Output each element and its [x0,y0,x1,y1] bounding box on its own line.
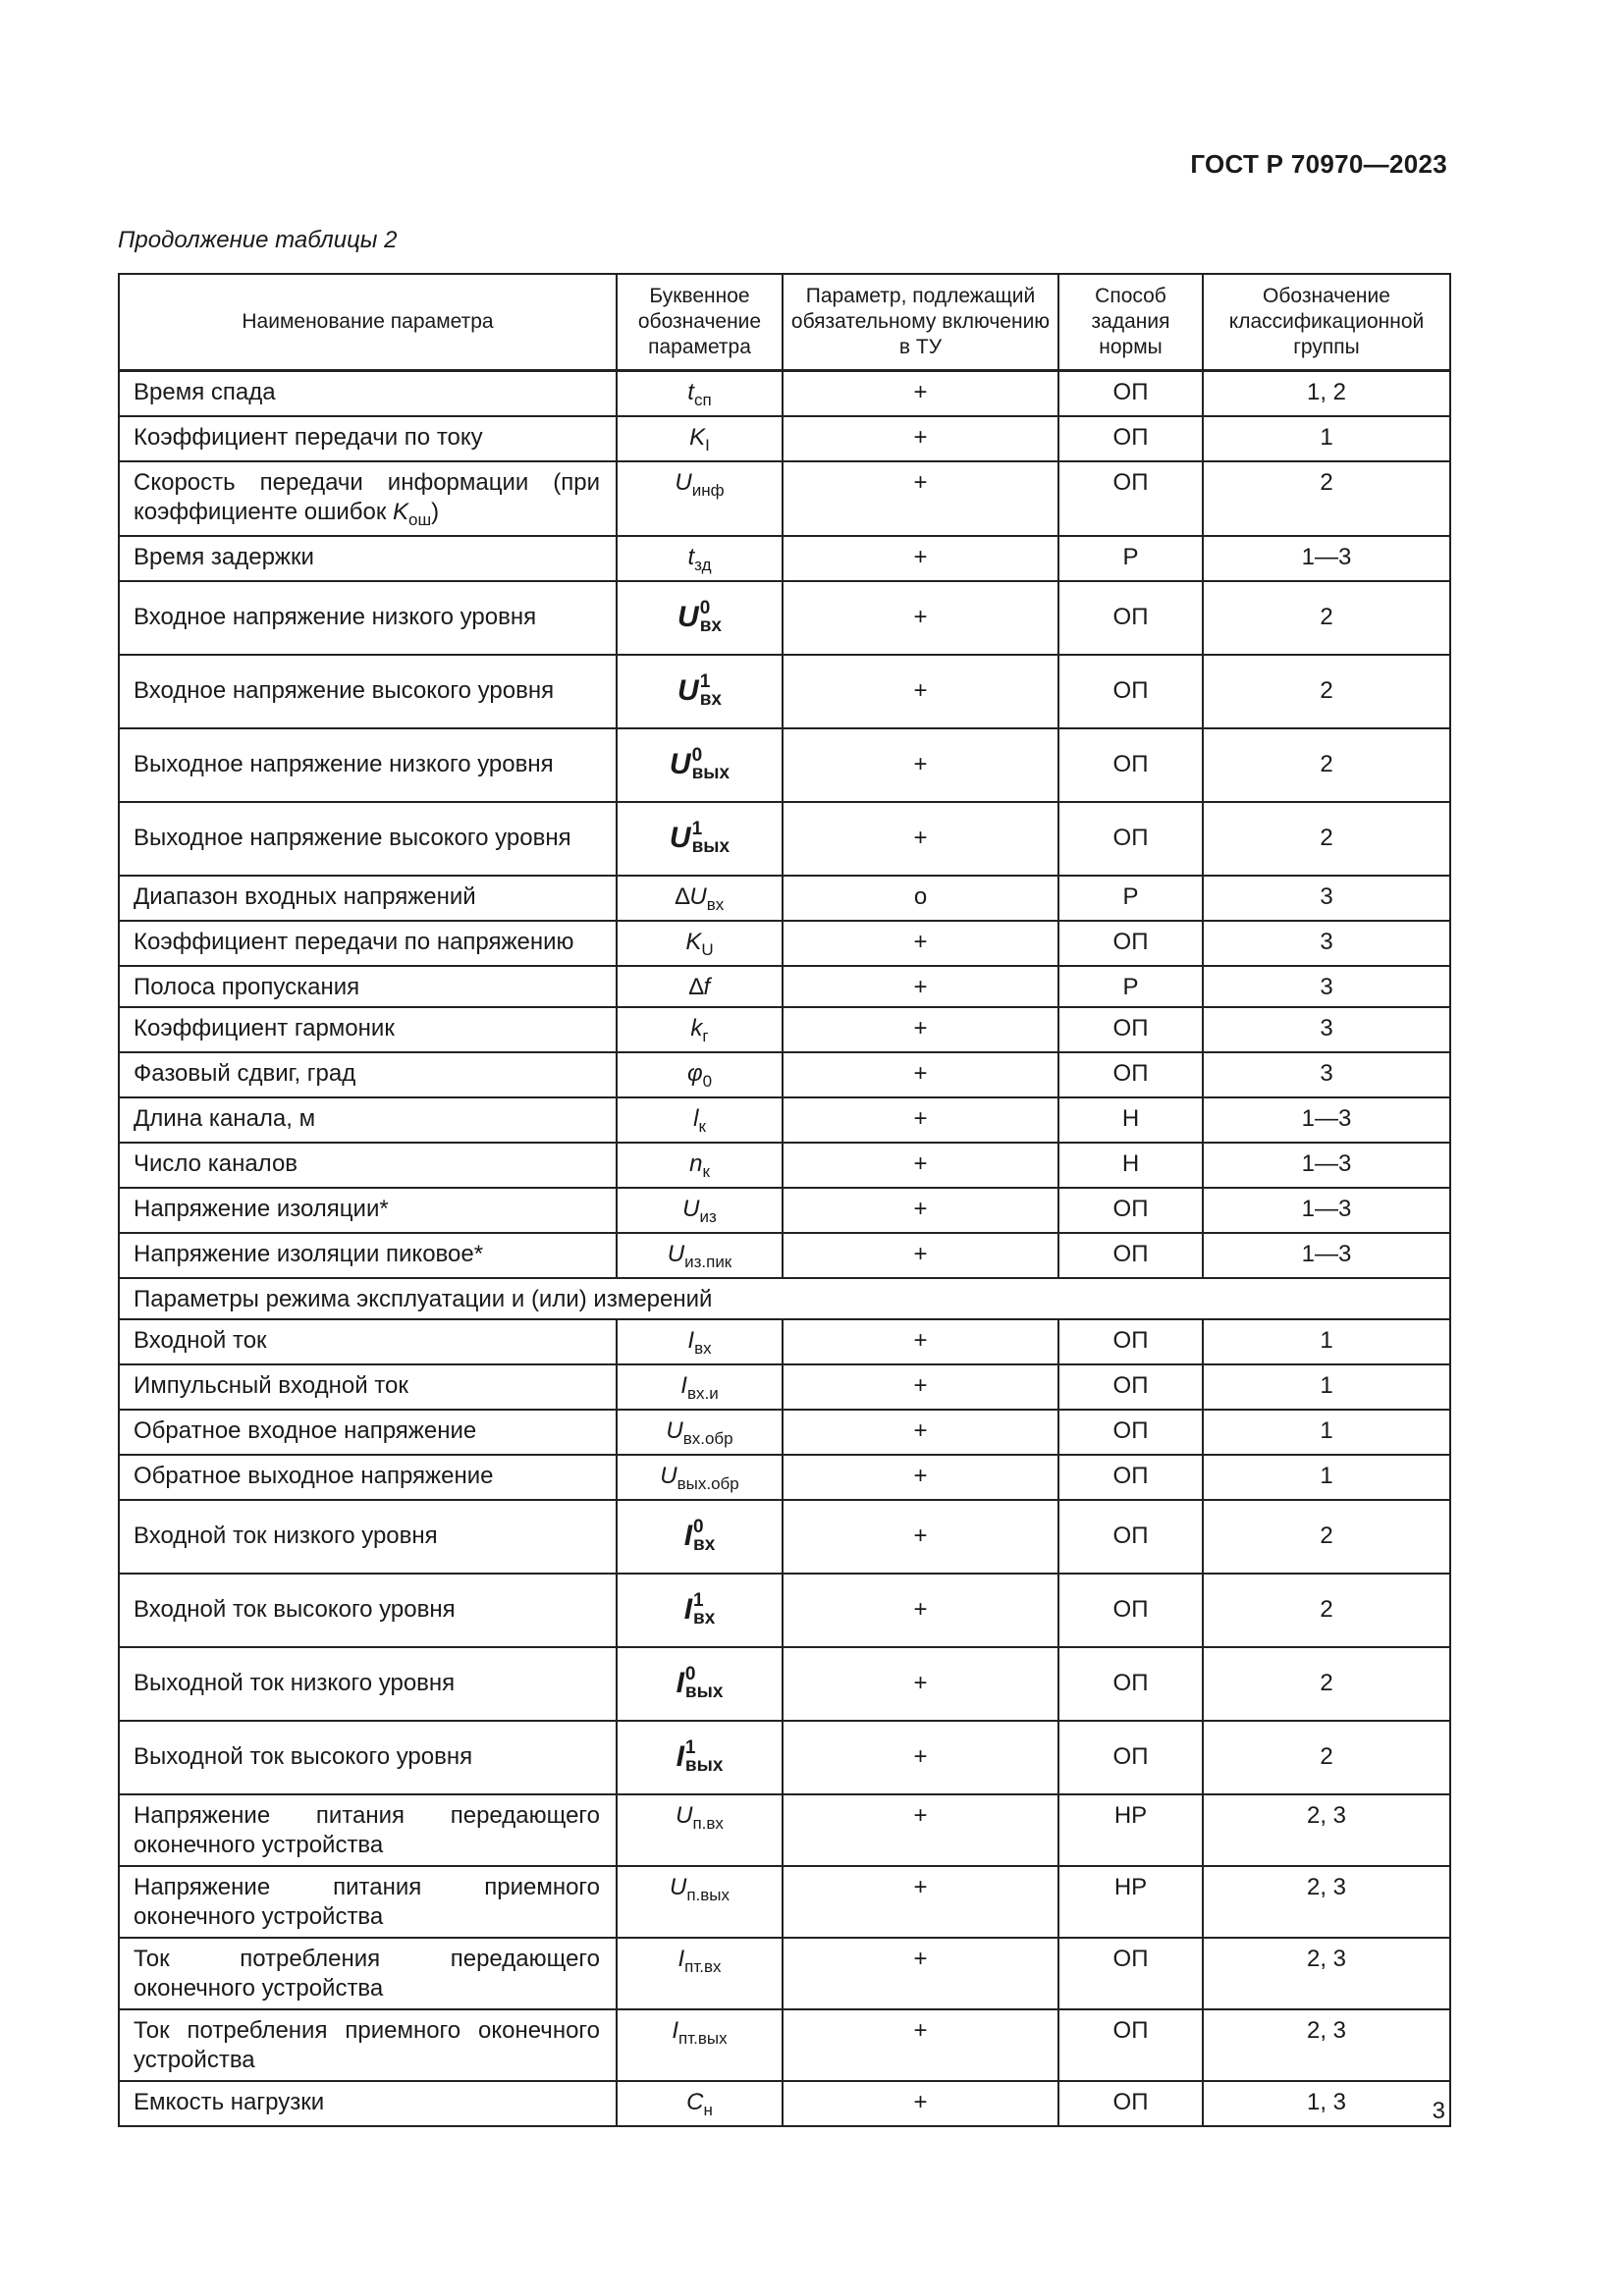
table-row [119,1647,1450,1721]
parameter-name: Напряжение питания приемного оконечного устройства [119,1866,617,1938]
group-cell: 1—3 [1203,536,1450,581]
symbol-cell [617,1938,783,2009]
parameter-name: Выходное напряжение низкого уровня [119,728,617,802]
group-cell: 3 [1203,1052,1450,1097]
parameter-symbol: $U_{из}$ [682,1195,717,1226]
method-cell: ОП [1058,802,1203,876]
group-cell: 1 [1203,1455,1450,1500]
table-row [119,1143,1450,1188]
symbol-cell [617,921,783,966]
mandatory-cell: + [783,1721,1058,1794]
table-row [119,1410,1450,1455]
mandatory-cell: + [783,1143,1058,1188]
symbol-cell [617,876,783,921]
section-title: Параметры режима эксплуатации и (или) измерений [119,1278,1450,1319]
method-cell: ОП [1058,1721,1203,1794]
table-row [119,1097,1450,1143]
mandatory-cell: + [783,1364,1058,1410]
parameter-symbol: U 0 вых [669,745,731,784]
parameter-name: Входной ток высокого уровня [119,1574,617,1647]
parameter-name: Полоса пропускания [119,966,617,1007]
mandatory-cell: + [783,2009,1058,2081]
table-row [119,728,1450,802]
group-cell: 1—3 [1203,1097,1450,1143]
mandatory-cell: + [783,802,1058,876]
group-cell: 1 [1203,1364,1450,1410]
mandatory-cell: + [783,921,1058,966]
table-row [119,371,1450,417]
table-row [119,416,1450,461]
group-cell: 2, 3 [1203,1866,1450,1938]
table-row [119,461,1450,536]
parameter-symbol: I 0 вых [676,1664,724,1703]
mandatory-cell: + [783,1574,1058,1647]
mandatory-cell: + [783,581,1058,655]
symbol-cell [617,1143,783,1188]
table-row [119,1233,1450,1278]
method-cell: ОП [1058,1500,1203,1574]
parameter-symbol: $U_{из.пик}$ [667,1240,732,1271]
mandatory-cell: о [783,876,1058,921]
mandatory-cell: + [783,371,1058,417]
symbol-cell [617,1052,783,1097]
parameter-symbol: $U_{п.вх}$ [676,1801,724,1833]
header-method: Способ задания нормы [1058,274,1203,371]
header-name: Наименование параметра [119,274,617,371]
group-cell: 3 [1203,876,1450,921]
symbol-cell [617,581,783,655]
parameter-name: Ток потребления приемного оконечного устройства [119,2009,617,2081]
group-cell: 1 [1203,1319,1450,1364]
mandatory-cell: + [783,1097,1058,1143]
parameter-name: Напряжение изоляции пиковое* [119,1233,617,1278]
method-cell: Н [1058,1097,1203,1143]
table-row [119,1938,1450,2009]
symbol-cell [617,1364,783,1410]
parameter-name: Ток потребления передающего оконечного устройства [119,1938,617,2009]
parameter-name: Напряжение изоляции* [119,1188,617,1233]
group-cell: 2 [1203,802,1450,876]
symbol-cell [617,536,783,581]
table-row [119,1455,1450,1500]
parameters-table [118,273,1451,2127]
parameter-symbol: $k_г$ [690,1014,709,1045]
parameter-symbol: $K_I$ [689,424,710,454]
symbol-cell [617,1574,783,1647]
table-row [119,536,1450,581]
table-row [119,1500,1450,1574]
parameter-name: Емкость нагрузки [119,2081,617,2126]
mandatory-cell: + [783,1500,1058,1574]
mandatory-cell: + [783,536,1058,581]
method-cell: ОП [1058,1188,1203,1233]
symbol-cell [617,1721,783,1794]
parameter-symbol: $l_к$ [693,1104,706,1136]
mandatory-cell: + [783,1866,1058,1938]
symbol-cell [617,416,783,461]
parameter-name: Длина канала, м [119,1097,617,1143]
group-cell: 2 [1203,728,1450,802]
table-row [119,1866,1450,1938]
method-cell: Р [1058,536,1203,581]
method-cell: Р [1058,876,1203,921]
symbol-cell [617,1500,783,1574]
method-cell: ОП [1058,581,1203,655]
group-cell: 2 [1203,581,1450,655]
table-body [119,371,1450,2126]
parameter-name: Время спада [119,371,617,417]
table-row [119,581,1450,655]
mandatory-cell: + [783,1410,1058,1455]
parameter-name: Входное напряжение низкого уровня [119,581,617,655]
mandatory-cell: + [783,1233,1058,1278]
table-header-row [119,274,1450,371]
group-cell: 2 [1203,1574,1450,1647]
method-cell: ОП [1058,1233,1203,1278]
symbol-cell [617,2009,783,2081]
group-cell: 3 [1203,921,1450,966]
symbol-cell [617,2081,783,2126]
table-row [119,1794,1450,1866]
method-cell: ОП [1058,2081,1203,2126]
parameter-name: Коэффициент передачи по току [119,416,617,461]
parameter-name: Обратное входное напряжение [119,1410,617,1455]
method-cell: ОП [1058,1364,1203,1410]
method-cell: ОП [1058,1410,1203,1455]
method-cell: НР [1058,1866,1203,1938]
mandatory-cell: + [783,2081,1058,2126]
parameter-name: Напряжение питания передающего оконечного устройства [119,1794,617,1866]
symbol-cell [617,1866,783,1938]
method-cell: ОП [1058,655,1203,728]
parameter-name: Входной ток [119,1319,617,1364]
parameter-symbol: $I_{вх}$ [687,1326,712,1358]
method-cell: ОП [1058,1574,1203,1647]
symbol-cell [617,1319,783,1364]
parameter-name: Коэффициент гармоник [119,1007,617,1052]
table-row [119,1574,1450,1647]
group-cell: 1 [1203,416,1450,461]
method-cell: НР [1058,1794,1203,1866]
parameter-name: Импульсный входной ток [119,1364,617,1410]
parameter-name: Входной ток низкого уровня [119,1500,617,1574]
parameter-symbol: U 1 вых [669,819,731,858]
parameter-name: Скорость передачи информации (при коэффициенте ошибок $K_{ош}$) [119,461,617,536]
standard-number: ГОСТ Р 70970—2023 [1190,149,1447,179]
header-mandatory: Параметр, подлежащий обязательному включению в ТУ [783,274,1058,371]
parameter-name: Число каналов [119,1143,617,1188]
header-group: Обозначение классификационной группы [1203,274,1450,371]
method-cell: ОП [1058,728,1203,802]
mandatory-cell: + [783,1647,1058,1721]
symbol-cell [617,1410,783,1455]
method-cell: ОП [1058,1007,1203,1052]
table-row [119,2081,1450,2126]
method-cell: ОП [1058,1938,1203,2009]
table-row [119,966,1450,1007]
method-cell: ОП [1058,2009,1203,2081]
parameter-symbol: $\Delta U_{вх}$ [675,882,725,914]
parameter-symbol: $C_н$ [686,2088,713,2119]
table-caption: Продолжение таблицы 2 [118,227,398,253]
parameter-name: Обратное выходное напряжение [119,1455,617,1500]
mandatory-cell: + [783,655,1058,728]
page-number: 3 [1432,2098,1445,2124]
parameter-name: Выходной ток высокого уровня [119,1721,617,1794]
symbol-cell [617,371,783,417]
mandatory-cell: + [783,416,1058,461]
symbol-cell [617,1647,783,1721]
mandatory-cell: + [783,966,1058,1007]
group-cell: 2 [1203,655,1450,728]
table-row [119,1007,1450,1052]
parameter-symbol: I 1 вых [676,1737,724,1777]
table-row [119,876,1450,921]
parameter-name: Фазовый сдвиг, град [119,1052,617,1097]
parameter-symbol: $U_{вых.обр}$ [660,1462,739,1493]
group-cell: 2 [1203,1500,1450,1574]
parameter-name: Выходной ток низкого уровня [119,1647,617,1721]
group-cell: 1, 3 [1203,2081,1450,2126]
method-cell: ОП [1058,1647,1203,1721]
method-cell: ОП [1058,921,1203,966]
parameter-symbol: $I_{пт.вх}$ [677,1945,722,1976]
parameter-symbol: $\varphi_0$ [686,1059,713,1091]
parameter-symbol: $n_к$ [689,1149,710,1181]
parameter-name: Диапазон входных напряжений [119,876,617,921]
parameter-symbol: U 1 вх [677,671,722,711]
method-cell: Н [1058,1143,1203,1188]
parameter-name: Коэффициент передачи по напряжению [119,921,617,966]
group-cell: 1 [1203,1410,1450,1455]
group-cell: 2, 3 [1203,1794,1450,1866]
group-cell: 2 [1203,461,1450,536]
group-cell: 1—3 [1203,1233,1450,1278]
parameter-name: Выходное напряжение высокого уровня [119,802,617,876]
symbol-cell [617,1097,783,1143]
mandatory-cell: + [783,1794,1058,1866]
parameter-symbol: $t_{зд}$ [687,543,712,574]
table-row [119,1364,1450,1410]
group-cell: 1—3 [1203,1188,1450,1233]
mandatory-cell: + [783,728,1058,802]
parameter-symbol: $U_{инф}$ [675,469,725,500]
parameter-symbol: $U_{вх.обр}$ [666,1416,733,1448]
table-row [119,655,1450,728]
parameter-symbol: I 1 вх [683,1590,716,1629]
method-cell: ОП [1058,1319,1203,1364]
parameter-symbol: U 0 вх [677,598,722,637]
table-row [119,1319,1450,1364]
symbol-cell [617,1188,783,1233]
method-cell: ОП [1058,1052,1203,1097]
group-cell: 3 [1203,966,1450,1007]
mandatory-cell: + [783,1938,1058,2009]
header-symbol: Буквенное обозначение параметра [617,274,783,371]
group-cell: 2, 3 [1203,1938,1450,2009]
group-cell: 2 [1203,1721,1450,1794]
mandatory-cell: + [783,1188,1058,1233]
table-row [119,2009,1450,2081]
parameter-symbol: $I_{пт.вых}$ [672,2016,728,2048]
table-row [119,802,1450,876]
method-cell: ОП [1058,371,1203,417]
method-cell: ОП [1058,416,1203,461]
parameter-name: Входное напряжение высокого уровня [119,655,617,728]
symbol-cell [617,966,783,1007]
parameter-symbol: I 0 вх [683,1517,716,1556]
symbol-cell [617,728,783,802]
group-cell: 2, 3 [1203,2009,1450,2081]
table-row [119,1052,1450,1097]
symbol-cell [617,655,783,728]
table-row [119,921,1450,966]
table-row [119,1188,1450,1233]
mandatory-cell: + [783,461,1058,536]
symbol-cell [617,802,783,876]
method-cell: ОП [1058,1455,1203,1500]
parameter-symbol: $t_{сп}$ [687,379,712,409]
mandatory-cell: + [783,1052,1058,1097]
parameter-symbol: ∆f [688,973,711,1000]
symbol-cell [617,1455,783,1500]
section-row [119,1278,1450,1319]
method-cell: ОП [1058,461,1203,536]
parameter-symbol: $K_U$ [685,928,714,959]
symbol-cell [617,1233,783,1278]
mandatory-cell: + [783,1319,1058,1364]
group-cell: 1—3 [1203,1143,1450,1188]
symbol-cell [617,1007,783,1052]
mandatory-cell: + [783,1007,1058,1052]
parameter-symbol: $I_{вх.и}$ [680,1371,719,1403]
table-row [119,1721,1450,1794]
parameter-name: Время задержки [119,536,617,581]
mandatory-cell: + [783,1455,1058,1500]
group-cell: 2 [1203,1647,1450,1721]
symbol-cell [617,461,783,536]
group-cell: 3 [1203,1007,1450,1052]
method-cell: Р [1058,966,1203,1007]
symbol-cell [617,1794,783,1866]
group-cell: 1, 2 [1203,371,1450,417]
parameter-symbol: $U_{п.вых}$ [669,1873,731,1904]
